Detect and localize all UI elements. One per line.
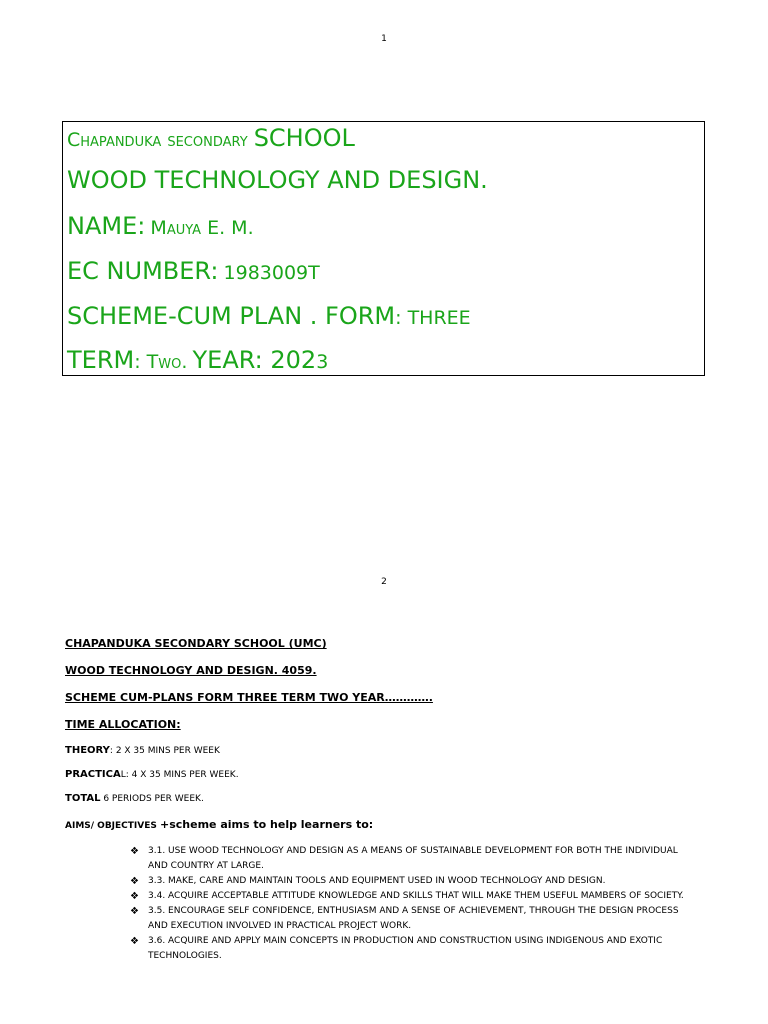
scheme-heading: SCHEME CUM-PLANS FORM THREE TERM TWO YEAR…………. — [65, 691, 433, 704]
objectives-list — [130, 844, 700, 964]
name-value: Mauya E. M. — [150, 217, 254, 239]
total-line — [65, 793, 204, 804]
practical-line — [65, 769, 239, 780]
school-word: SCHOOL — [253, 124, 355, 152]
aims-line — [65, 818, 373, 831]
year-value: 3 — [316, 351, 329, 373]
diamond-bullet-icon: ❖ — [130, 876, 139, 887]
list-item: ❖ 3.6. ACQUIRE AND APPLY MAIN CONCEPTS IN PRODUCTION AND CONSTRUCTION USING INDIGENOUS AND EXOTIC TECHNOLOGIES. — [130, 936, 663, 961]
cover-title-box — [62, 121, 705, 376]
list-item: ❖ 3.5. ENCOURAGE SELF CONFIDENCE, ENTHUSIASM AND A SENSE OF ACHIEVEMENT, THROUGH THE DESIGN PROCESS AND EXECUTION INVOLVED IN PRACTICAL PROJECT WORK. — [130, 906, 679, 931]
diamond-bullet-icon: ❖ — [130, 846, 139, 857]
time-allocation-heading: TIME ALLOCATION: — [65, 718, 181, 731]
form-line — [67, 302, 471, 330]
name-line — [67, 212, 254, 240]
subject-title: WOOD TECHNOLOGY AND DESIGN. — [67, 166, 488, 194]
diamond-bullet-icon: ❖ — [130, 936, 139, 947]
list-item: ❖ 3.4. ACQUIRE ACCEPTABLE ATTITUDE KNOWLEDGE AND SKILLS THAT WILL MAKE THEM USEFUL MAMBERS OF SOCIETY. — [130, 891, 684, 902]
page-number: 1 — [381, 34, 387, 44]
subject-heading: WOOD TECHNOLOGY AND DESIGN. 4059. — [65, 664, 317, 677]
ec-number-line — [67, 257, 320, 285]
page-number: 2 — [381, 577, 387, 587]
school-name-line — [67, 124, 355, 152]
term-label: TERM — [67, 346, 135, 374]
diamond-bullet-icon: ❖ — [130, 906, 139, 917]
year-label: YEAR: 202 — [192, 346, 317, 374]
theory-line — [65, 745, 220, 756]
ec-number-label: EC NUMBER: — [67, 257, 219, 285]
term-year-line — [67, 346, 328, 374]
school-name: Chapanduka secondary — [67, 129, 248, 151]
form-label: SCHEME-CUM PLAN . FORM — [67, 302, 396, 330]
total-label: TOTAL — [65, 793, 101, 804]
name-label: NAME: — [67, 212, 146, 240]
diamond-bullet-icon: ❖ — [130, 891, 139, 902]
form-value: : THREE — [395, 307, 471, 329]
aims-intro: +scheme aims to help learners to: — [160, 818, 374, 831]
list-item: ❖ 3.3. MAKE, CARE AND MAINTAIN TOOLS AND EQUIPMENT USED IN WOOD TECHNOLOGY AND DESIGN. — [130, 876, 606, 887]
total-value: 6 PERIODS PER WEEK. — [100, 794, 204, 804]
aims-label: AIMS/ OBJECTIVES — [65, 821, 161, 831]
theory-value: : 2 X 35 MINS PER WEEK — [109, 746, 220, 756]
school-heading: CHAPANDUKA SECONDARY SCHOOL (UMC) — [65, 637, 327, 650]
term-value: : Two. — [134, 351, 188, 373]
ec-number-value: 1983009T — [223, 262, 320, 284]
practical-value: L: 4 X 35 MINS PER WEEK. — [120, 770, 239, 780]
list-item: ❖ 3.1. USE WOOD TECHNOLOGY AND DESIGN AS A MEANS OF SUSTAINABLE DEVELOPMENT FOR BOTH THE INDIVIDUAL AND COUNTRY AT LARGE. — [130, 846, 678, 871]
theory-label: THEORY — [65, 745, 110, 756]
practical-label: PRACTICA — [65, 769, 121, 780]
